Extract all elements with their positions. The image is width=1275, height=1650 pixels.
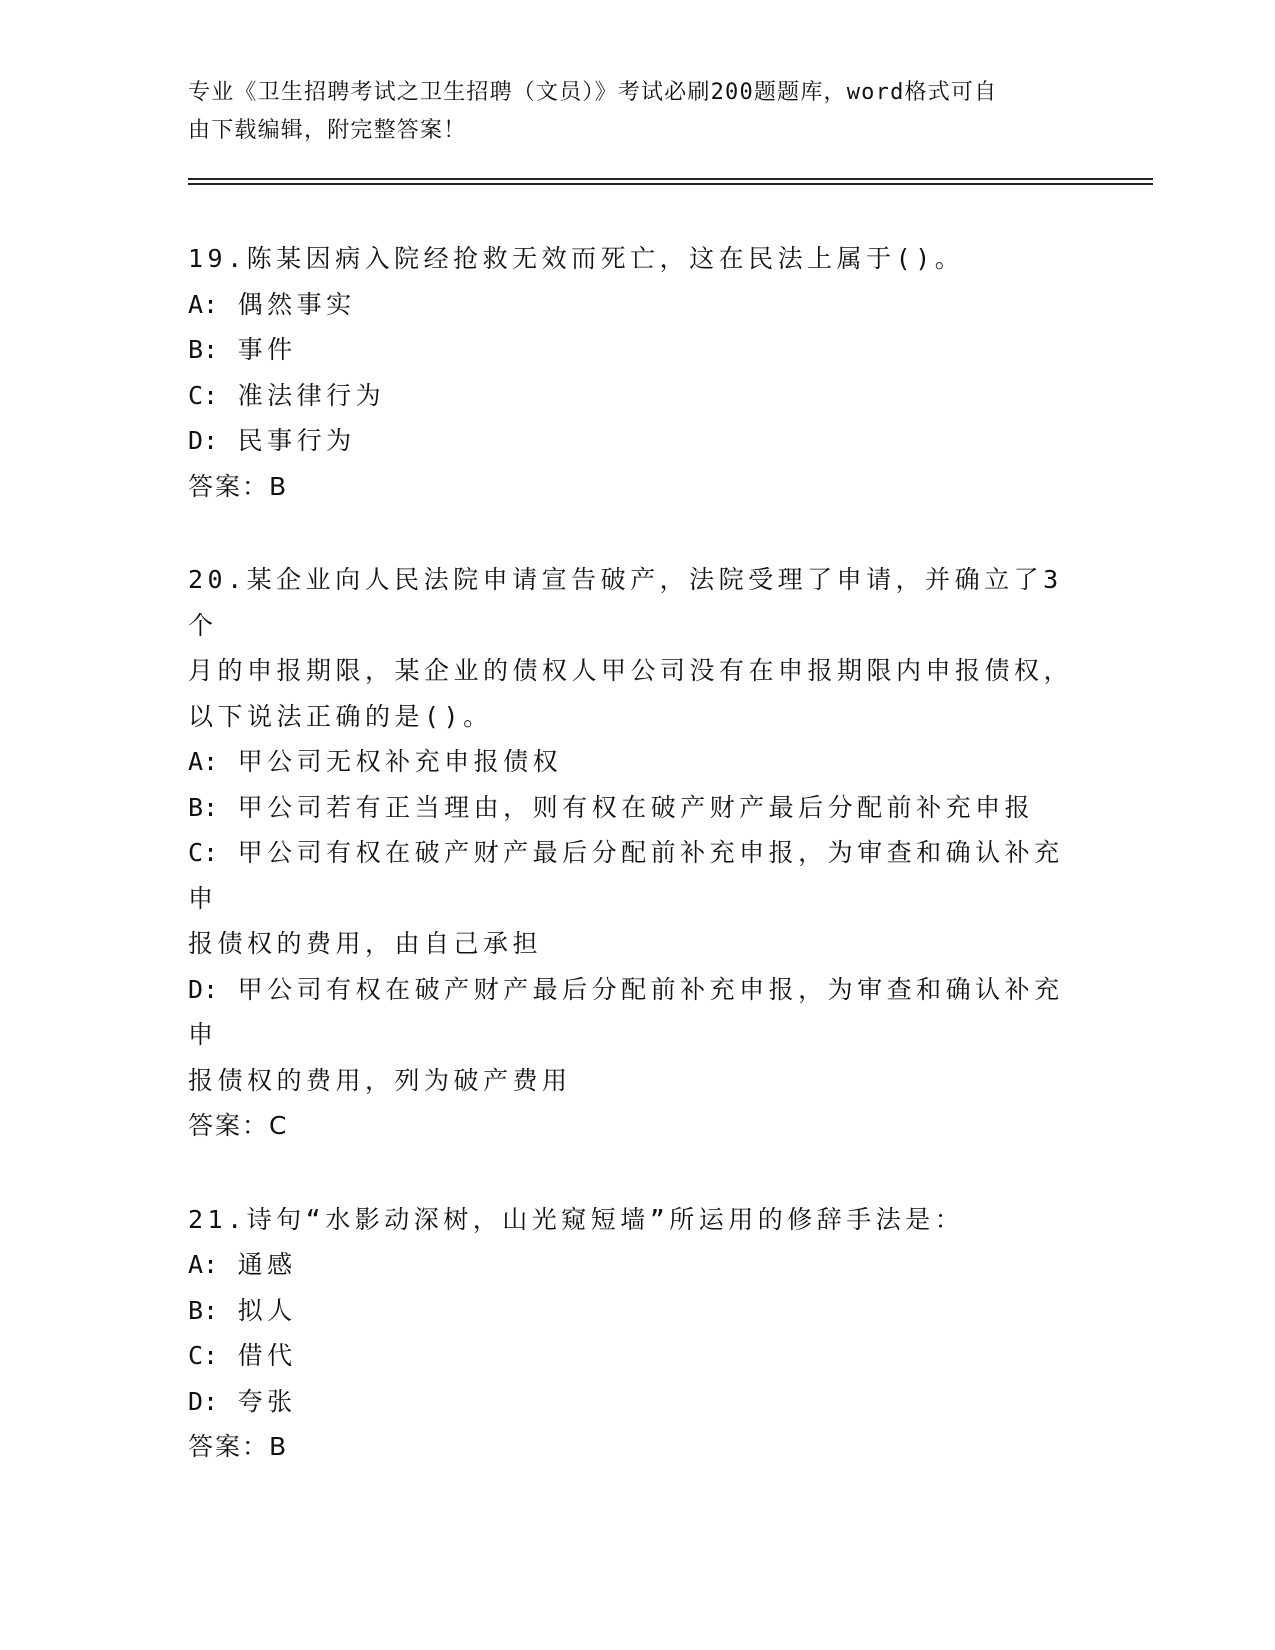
option-key: C: bbox=[188, 380, 219, 410]
option-text: 借代 bbox=[237, 1341, 297, 1370]
option-d-continued: 报债权的费用，列为破产费用 bbox=[188, 1065, 572, 1095]
answer-line: 答案：C bbox=[188, 1111, 289, 1140]
option-c bbox=[188, 1333, 1088, 1379]
option-a bbox=[188, 739, 1088, 785]
option-b bbox=[188, 785, 1088, 831]
option-text: 拟人 bbox=[237, 1295, 297, 1325]
option-text: 准法律行为 bbox=[237, 380, 386, 410]
option-d bbox=[188, 1379, 1088, 1425]
option-a bbox=[188, 282, 1088, 328]
option-text: 民事行为 bbox=[237, 426, 356, 455]
option-key: D: bbox=[188, 426, 219, 455]
option-key: B: bbox=[188, 335, 219, 364]
document-header bbox=[188, 74, 1068, 150]
question-stem: 20.某企业向人民法院申请宣告破产，法院受理了申请，并确立了3个 bbox=[188, 565, 1063, 640]
question-item bbox=[188, 557, 1088, 1149]
option-text: 甲公司无权补充申报债权 bbox=[237, 747, 563, 776]
option-b bbox=[188, 327, 1088, 373]
header-line: 专业《卫生招聘考试之卫生招聘（文员）》考试必刷200题题库，word格式可自 bbox=[188, 80, 998, 105]
option-text: 甲公司有权在破产财产最后分配前补充申报，为审查和确认补充申 bbox=[188, 974, 1064, 1049]
option-text: 甲公司有权在破产财产最后分配前补充申报，为审查和确认补充申 bbox=[188, 838, 1064, 913]
option-c bbox=[188, 830, 1088, 921]
option-text: 夸张 bbox=[237, 1386, 297, 1416]
question-stem: 以下说法正确的是()。 bbox=[188, 701, 493, 731]
option-text: 甲公司若有正当理由，则有权在破产财产最后分配前补充申报 bbox=[237, 792, 1035, 822]
option-key: A: bbox=[188, 1250, 219, 1279]
option-c-continued: 报债权的费用，由自己承担 bbox=[188, 929, 543, 958]
option-key: D: bbox=[188, 1386, 219, 1416]
question-list bbox=[188, 236, 1088, 1518]
option-text: 事件 bbox=[237, 335, 297, 364]
header-line: 由下载编辑，附完整答案！ bbox=[188, 118, 467, 143]
header-divider bbox=[188, 183, 1153, 185]
header-divider bbox=[188, 178, 1153, 180]
option-key: C: bbox=[188, 1341, 219, 1370]
question-stem: 月的申报期限，某企业的债权人甲公司没有在申报期限内申报债权， bbox=[188, 656, 1074, 685]
option-c bbox=[188, 373, 1088, 419]
option-text: 通感 bbox=[237, 1250, 297, 1279]
option-text: 偶然事实 bbox=[237, 289, 356, 319]
option-key: D: bbox=[188, 974, 219, 1004]
option-key: A: bbox=[188, 747, 219, 776]
option-key: A: bbox=[188, 289, 219, 319]
option-key: B: bbox=[188, 792, 219, 822]
option-a bbox=[188, 1242, 1088, 1288]
question-stem: 21.诗句“水影动深树，山光窥短墙”所运用的修辞手法是： bbox=[188, 1204, 965, 1234]
answer-line: 答案：B bbox=[188, 1432, 289, 1461]
option-key: C: bbox=[188, 838, 219, 867]
option-b bbox=[188, 1288, 1088, 1334]
option-d bbox=[188, 418, 1088, 464]
question-item bbox=[188, 236, 1088, 509]
answer-line: 答案：B bbox=[188, 471, 289, 501]
question-item bbox=[188, 1197, 1088, 1470]
option-d bbox=[188, 967, 1088, 1058]
question-stem: 19.陈某因病入院经抢救无效而死亡，这在民法上属于()。 bbox=[188, 244, 965, 273]
option-key: B: bbox=[188, 1295, 219, 1325]
